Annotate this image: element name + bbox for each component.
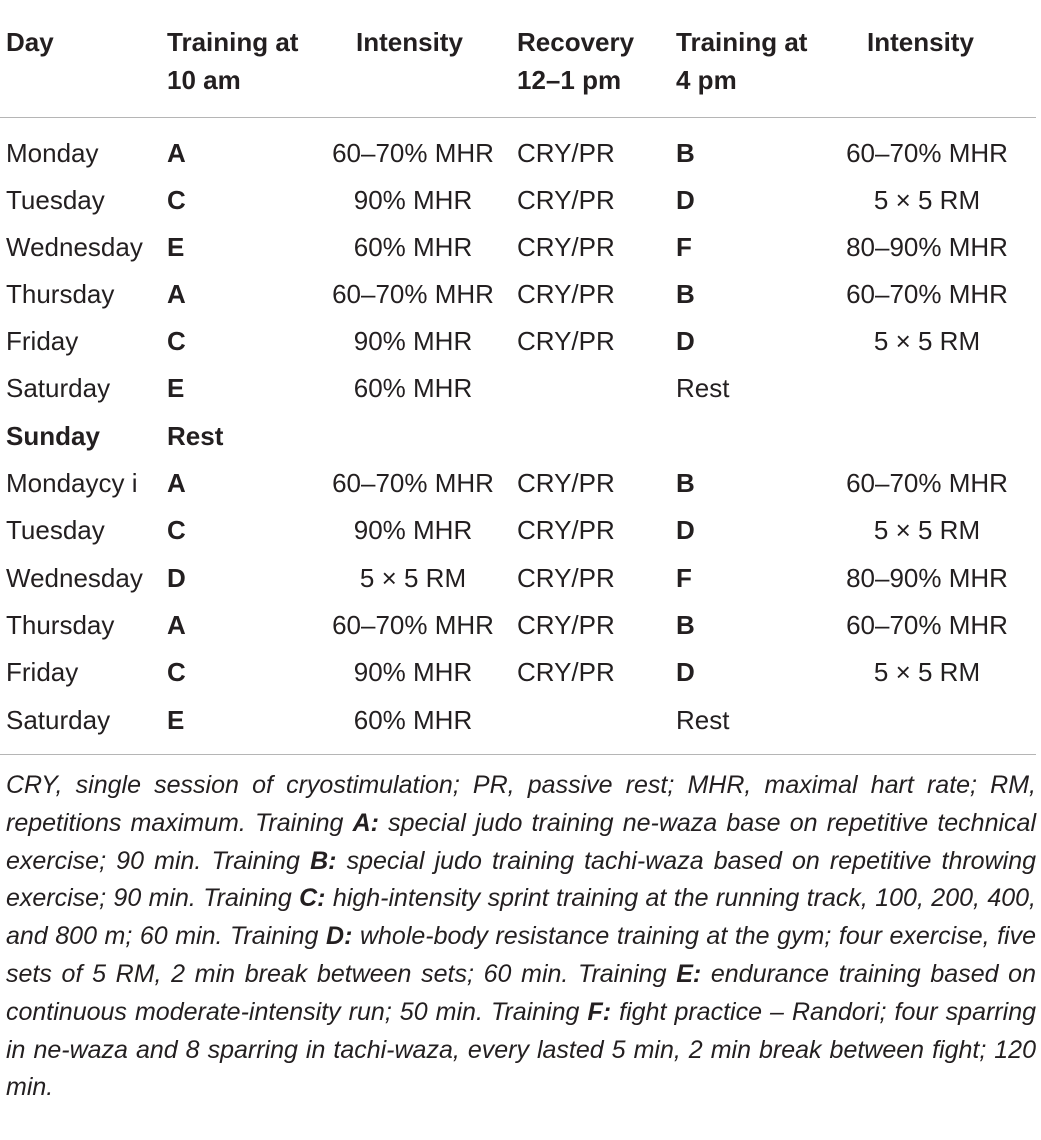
cell-intensity-1: 60% MHR <box>353 705 473 735</box>
cell-recovery: CRY/PR <box>517 610 615 640</box>
cell-intensity-1: 60% MHR <box>353 373 473 403</box>
cell-day: Saturday <box>6 373 111 403</box>
footnote-label-b: B: <box>310 846 337 875</box>
cell-intensity-1: 90% MHR <box>353 657 473 687</box>
cell-intensity-2: 60–70% MHR <box>846 610 1008 640</box>
footnote-text-c: high-intensity sprint training at the running track, 100, 200, 400, and 800 m; 60 min. Training <box>6 884 1036 951</box>
footnote-text-a: special judo training ne-waza base on repetitive technical exercise; 90 min. Training <box>6 808 1036 875</box>
cell-intensity-1: 90% MHR <box>353 515 473 545</box>
cell-intensity-2: 60–70% MHR <box>846 279 1008 309</box>
cell-training-4pm: F <box>676 232 692 262</box>
header-training-4pm-line1: Training at <box>676 27 808 57</box>
cell-intensity-1: 90% MHR <box>353 326 473 356</box>
cell-training-10am: C <box>167 326 186 356</box>
cell-training-4pm: B <box>676 468 695 498</box>
cell-intensity-1: 60–70% MHR <box>332 468 494 498</box>
cell-recovery: CRY/PR <box>517 657 615 687</box>
cell-training-10am: A <box>167 279 186 309</box>
footnote-label-a: A: <box>352 808 379 837</box>
header-intensity-2: Intensity <box>867 27 974 57</box>
cell-recovery: CRY/PR <box>517 232 615 262</box>
cell-intensity-2: 80–90% MHR <box>846 563 1008 593</box>
cell-intensity-2: 5 × 5 RM <box>873 515 981 545</box>
cell-training-4pm: D <box>676 185 695 215</box>
cell-intensity-2: 80–90% MHR <box>846 232 1008 262</box>
cell-day: Thursday <box>6 610 115 640</box>
footnote-label-f: F: <box>587 997 612 1026</box>
header-day: Day <box>6 27 54 57</box>
cell-training-10am: E <box>167 373 185 403</box>
cell-training-4pm: D <box>676 515 695 545</box>
cell-day: Thursday <box>6 279 115 309</box>
cell-intensity-2: 5 × 5 RM <box>873 657 981 687</box>
header-recovery-line1: Recovery <box>517 27 635 57</box>
footnote-intro: CRY, single session of cryostimulation; PR, passive rest; MHR, maximal hart rate; RM, repetitions maximum. Training <box>6 771 1036 837</box>
cell-training-4pm: D <box>676 657 695 687</box>
cell-training-4pm: B <box>676 610 695 640</box>
footnote-text-b: special judo training tachi-waza based on repetitive throwing exercise; 90 min. Training <box>6 846 1037 913</box>
cell-recovery: CRY/PR <box>517 279 615 309</box>
cell-intensity-2: 5 × 5 RM <box>873 326 981 356</box>
cell-training-4pm: B <box>676 279 695 309</box>
cell-training-4pm: F <box>676 563 692 593</box>
cell-intensity-1: 60–70% MHR <box>332 610 494 640</box>
cell-training-4pm: Rest <box>676 705 730 735</box>
cell-recovery: CRY/PR <box>517 138 615 168</box>
footnote-label-c: C: <box>299 884 326 913</box>
cell-recovery: CRY/PR <box>517 326 615 356</box>
header-intensity-1: Intensity <box>356 27 463 57</box>
cell-intensity-1: 60% MHR <box>353 232 473 262</box>
cell-day: Sunday <box>6 421 100 451</box>
cell-day: Friday <box>6 657 79 687</box>
header-divider <box>0 117 1036 118</box>
footnote-text-e: endurance training based on continuous moderate-intensity run; 50 min. Training <box>6 959 1036 1026</box>
header-training-10am-line1: Training at <box>167 27 299 57</box>
cell-training-4pm: D <box>676 326 695 356</box>
cell-training-10am: A <box>167 138 186 168</box>
cell-day: Wednesday <box>6 232 143 262</box>
cell-day: Monday <box>6 138 99 168</box>
footnote-label-d: D: <box>326 922 353 951</box>
cell-intensity-2: 60–70% MHR <box>846 468 1008 498</box>
cell-training-10am: C <box>167 185 186 215</box>
cell-day: Tuesday <box>6 185 105 215</box>
cell-training-10am: A <box>167 468 186 498</box>
cell-day: Tuesday <box>6 515 105 545</box>
cell-day: Saturday <box>6 705 111 735</box>
cell-intensity-1: 5 × 5 RM <box>359 563 467 593</box>
footnote-label-e: E: <box>676 959 702 988</box>
cell-training-10am: E <box>167 705 185 735</box>
cell-training-10am: C <box>167 515 186 545</box>
cell-day: Mondaycy i <box>6 468 138 498</box>
cell-training-10am: E <box>167 232 185 262</box>
cell-intensity-2: 60–70% MHR <box>846 138 1008 168</box>
cell-intensity-1: 90% MHR <box>353 185 473 215</box>
footer-divider <box>0 754 1036 755</box>
cell-day: Wednesday <box>6 563 143 593</box>
cell-training-4pm: Rest <box>676 373 730 403</box>
cell-training-10am: A <box>167 610 186 640</box>
cell-recovery: CRY/PR <box>517 468 615 498</box>
cell-training-10am: Rest <box>167 421 224 451</box>
cell-training-4pm: B <box>676 138 695 168</box>
header-training-4pm-line2: 4 pm <box>676 65 737 95</box>
header-training-10am-line2: 10 am <box>167 65 241 95</box>
header-recovery-line2: 12–1 pm <box>517 65 622 95</box>
cell-intensity-1: 60–70% MHR <box>332 138 494 168</box>
cell-recovery: CRY/PR <box>517 515 615 545</box>
footnote-text-f: fight practice – Randori; four sparring in ne-waza and 8 sparring in tachi-waza, every lasted 5 min, 2 min break between fight; 120 min. <box>6 997 1036 1102</box>
cell-recovery: CRY/PR <box>517 185 615 215</box>
cell-intensity-2: 5 × 5 RM <box>873 185 981 215</box>
cell-training-10am: D <box>167 563 186 593</box>
cell-day: Friday <box>6 326 79 356</box>
footnote-text-d: whole-body resistance training at the gym; four exercise, five sets of 5 RM, 2 min break between sets; 60 min. Training <box>6 922 1036 988</box>
cell-recovery: CRY/PR <box>517 563 615 593</box>
cell-training-10am: C <box>167 657 186 687</box>
table-footnote <box>6 767 1036 1107</box>
cell-intensity-1: 60–70% MHR <box>332 279 494 309</box>
